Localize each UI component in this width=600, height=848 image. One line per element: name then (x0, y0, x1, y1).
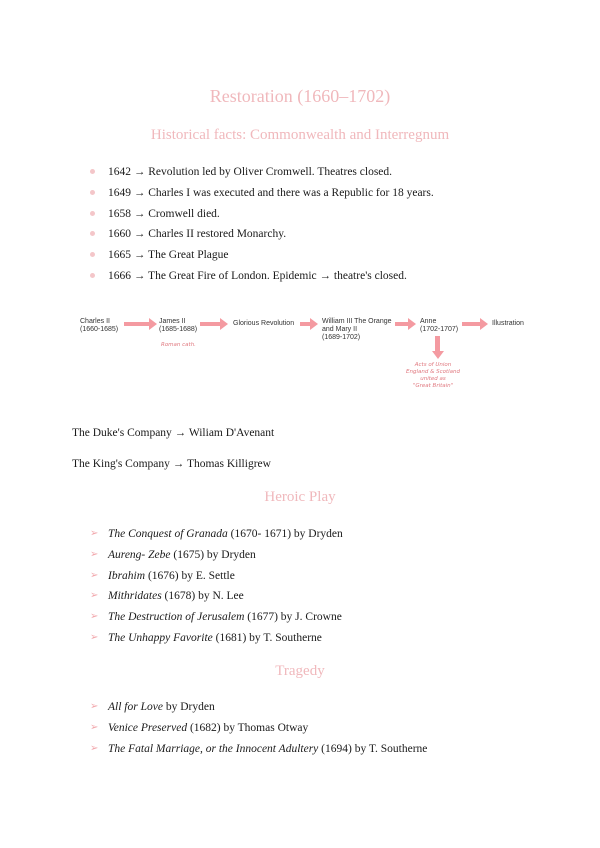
arrow-bullet-icon: ➢ (90, 721, 99, 733)
arrow-bullet-icon: ➢ (90, 631, 99, 643)
arrow-bullet-icon: ➢ (90, 611, 99, 623)
timeline-node-james-ii: James II (1685-1688) (159, 318, 198, 333)
timeline-arrow (124, 318, 157, 330)
list-item: ➢ The Fatal Marriage, or the Innocent Adultery (1694) by T. Southerne (90, 742, 428, 755)
list-item: ➢ Venice Preserved (1682) by Thomas Otway (90, 721, 309, 734)
timeline-arrow (395, 318, 416, 330)
timeline-node-anne: Anne (1702-1707) (420, 318, 459, 333)
arrow-bullet-icon: ➢ (90, 742, 99, 754)
list-item: ➢ Aureng- Zebe (1675) by Dryden (90, 548, 256, 561)
timeline-arrow (300, 318, 318, 330)
company-duke: The Duke's Company → Wiliam D'Avenant (72, 427, 275, 439)
list-item: 1658 → Cromwell died. (88, 206, 434, 227)
section-heading-historical-facts: Historical facts: Commonwealth and Interregnum (150, 127, 450, 143)
section-heading-tragedy: Tragedy (275, 663, 325, 679)
list-item: 1642 → Revolution led by Oliver Cromwell. Theatres closed. (88, 164, 434, 185)
timeline-node-william-mary: William III The Orange and Mary II (1689-1702) (322, 318, 392, 341)
arrow-bullet-icon: ➢ (90, 528, 99, 539)
handwritten-note-anne: Acts of Union England & Scotland united as "Great Britain" (406, 362, 461, 389)
list-item: 1660 → Charles II restored Monarchy. (88, 226, 434, 247)
arrow-bullet-icon: ➢ (90, 590, 99, 602)
list-item: ➢ The Destruction of Jerusalem (1677) by J. Crowne (90, 611, 342, 624)
list-item: ➢ Ibrahim (1676) by E. Settle (90, 569, 235, 582)
list-item: 1666 → The Great Fire of London. Epidemic → theatre's closed. (88, 268, 434, 289)
handwritten-note-james: Roman cath. (161, 342, 196, 348)
timeline-arrow-down (432, 336, 444, 359)
list-item: 1649 → Charles I was executed and there was a Republic for 18 years. (88, 185, 434, 206)
page-title: Restoration (1660–1702) (209, 86, 391, 106)
list-item: ➢ The Conquest of Granada (1670- 1671) by Dryden (90, 528, 343, 540)
list-item: ➢ The Unhappy Favorite (1681) by T. Southerne (90, 631, 322, 644)
arrow-bullet-icon: ➢ (90, 701, 99, 712)
historical-facts-list (88, 164, 434, 289)
list-item: ➢ Mithridates (1678) by N. Lee (90, 590, 244, 603)
list-item: ➢ All for Love by Dryden (90, 701, 215, 713)
arrow-bullet-icon: ➢ (90, 548, 99, 560)
timeline-node-charles-ii: Charles II (1660-1685) (80, 318, 119, 333)
timeline-arrow (200, 318, 228, 330)
heroic-play-list (88, 526, 343, 651)
timeline-arrow (462, 318, 488, 330)
timeline-arrows (0, 300, 600, 410)
timeline-node-illustration: Illustration (492, 320, 524, 327)
company-king: The King's Company → Thomas Killigrew (72, 458, 271, 470)
arrow-bullet-icon: ➢ (90, 569, 99, 581)
monarchs-timeline (0, 300, 600, 410)
tragedy-list (88, 699, 427, 761)
timeline-node-glorious-revolution: Glorious Revolution (233, 320, 295, 327)
section-heading-heroic-play: Heroic Play (264, 489, 336, 505)
list-item: 1665 → The Great Plague (88, 247, 434, 268)
